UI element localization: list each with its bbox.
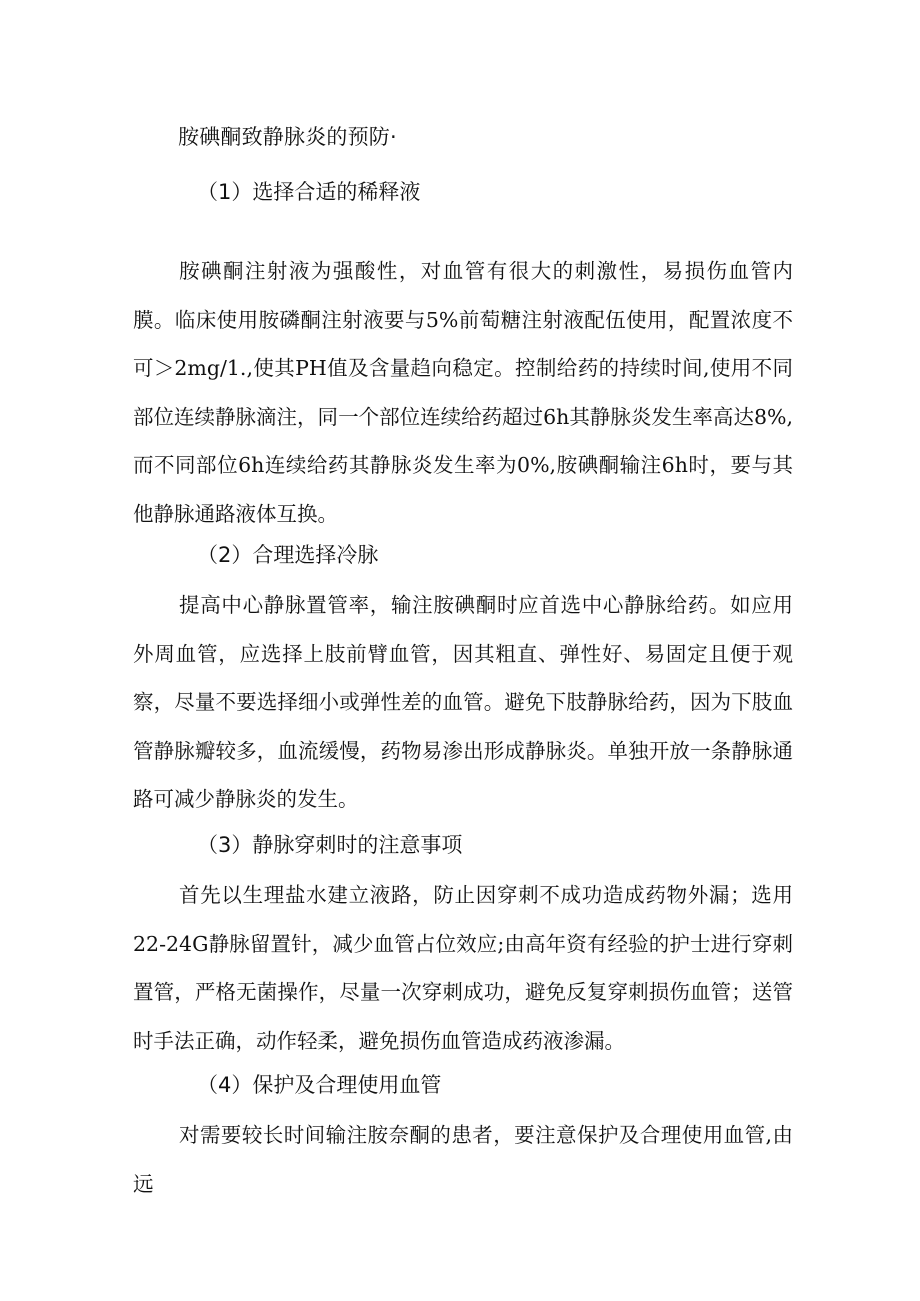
section-paragraph-3: 首先以生理盐水建立液路，防止因穿刺不成功造成药物外漏；选用22-24G静脉留置针，减少血管占位效应;由高年资有经验的护士进行穿刺置管，严格无菌操作，尽量一次穿刺成功，避免反复穿刺损伤血管；送管时手法正确，动作轻柔，避免损伤血管造成药液渗漏。 [133, 883, 793, 1053]
section-heading-2: （2）合理选择冷脉 [197, 543, 379, 567]
section-paragraph-4: 对需要较长时间输注胺奈酮的患者，要注意保护及合理使用血管,由远 [133, 1123, 793, 1196]
document-title: 胺碘酮致静脉炎的预防· [178, 125, 397, 149]
section-paragraph-1: 胺碘酮注射液为强酸性，对血管有很大的刺激性，易损伤血管内膜。临床使用胺磷酮注射液要与5%前萄糖注射液配伍使用，配置浓度不可＞2mg∕1.,使其PH值及含量趋向稳定。控制给药的持续时间,使用不同部位连续静脉滴注，同一个部位连续给药超过6h其静脉炎发生率高达8%,而不同部位6h连续给药其静脉炎发生率为0%,胺碘酮输注6h时，要与其他静脉通路液体互换。 [133, 259, 793, 526]
section-paragraph-2: 提高中心静脉置管率，输注胺碘酮时应首选中心静脉给药。如应用外周血管，应选择上肢前臂血管，因其粗直、弹性好、易固定且便于观察，尽量不要选择细小或弹性差的血管。避免下肢静脉给药，因为下肢血管静脉瓣较多，血流缓慢，药物易渗出形成静脉炎。单独开放一条静脉通路可减少静脉炎的发生。 [133, 593, 793, 811]
section-heading-1: （1）选择合适的稀释液 [197, 180, 421, 204]
section-heading-4: （4）保护及合理使用血管 [197, 1073, 442, 1097]
section-heading-3: （3）静脉穿刺时的注意事项 [197, 833, 463, 857]
